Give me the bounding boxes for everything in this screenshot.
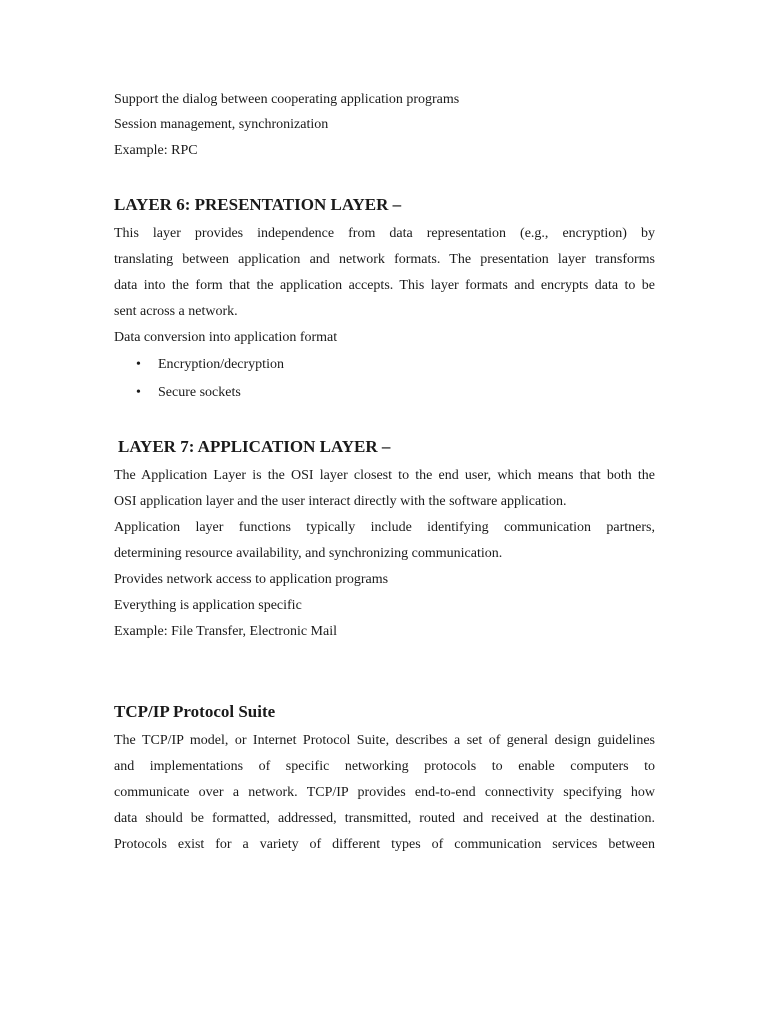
presentation-layer-heading: LAYER 6: PRESENTATION LAYER – bbox=[114, 195, 402, 214]
presentation-paragraph-line: This layer provides independence from data representation (e.g., encryption) by bbox=[114, 226, 655, 241]
bullet-dot: • bbox=[136, 357, 141, 372]
tcpip-heading: TCP/IP Protocol Suite bbox=[114, 702, 276, 721]
session-line-example: Example: RPC bbox=[114, 143, 198, 158]
application-functions-line: Application layer functions typically include identifying communication partners, bbox=[114, 520, 655, 535]
tcpip-paragraph-line: Protocols exist for a variety of different types of communication services between bbox=[114, 837, 655, 852]
tcpip-paragraph-line: and implementations of specific networking protocols to enable computers to bbox=[114, 759, 655, 774]
application-layer-heading: LAYER 7: APPLICATION LAYER – bbox=[118, 437, 391, 456]
application-functions-line: determining resource availability, and synchronizing communication. bbox=[114, 546, 503, 561]
application-line-specific: Everything is application specific bbox=[114, 598, 302, 613]
bullet-item-encryption: Encryption/decryption bbox=[158, 357, 284, 372]
application-line-network-access: Provides network access to application programs bbox=[114, 572, 389, 587]
presentation-paragraph-line: translating between application and network formats. The presentation layer transforms bbox=[114, 252, 655, 267]
presentation-conversion-line: Data conversion into application format bbox=[114, 330, 338, 345]
tcpip-paragraph-line: data should be formatted, addressed, transmitted, routed and received at the destination. bbox=[114, 811, 655, 826]
session-line-dialog: Support the dialog between cooperating application programs bbox=[114, 92, 460, 107]
tcpip-paragraph-line: communicate over a network. TCP/IP provides end-to-end connectivity specifying how bbox=[114, 785, 655, 800]
application-line-example: Example: File Transfer, Electronic Mail bbox=[114, 624, 338, 639]
presentation-paragraph-line: data into the form that the application accepts. This layer formats and encrypts data to be bbox=[114, 278, 655, 293]
presentation-paragraph-line: sent across a network. bbox=[114, 304, 238, 319]
application-paragraph-line: The Application Layer is the OSI layer closest to the end user, which means that both the bbox=[114, 468, 655, 483]
tcpip-paragraph-line: The TCP/IP model, or Internet Protocol Suite, describes a set of general design guidelines bbox=[114, 733, 655, 748]
bullet-dot: • bbox=[136, 385, 141, 400]
session-line-management: Session management, synchronization bbox=[114, 117, 329, 132]
application-paragraph-line: OSI application layer and the user interact directly with the software application. bbox=[114, 494, 567, 509]
bullet-item-secure-sockets: Secure sockets bbox=[158, 385, 241, 400]
